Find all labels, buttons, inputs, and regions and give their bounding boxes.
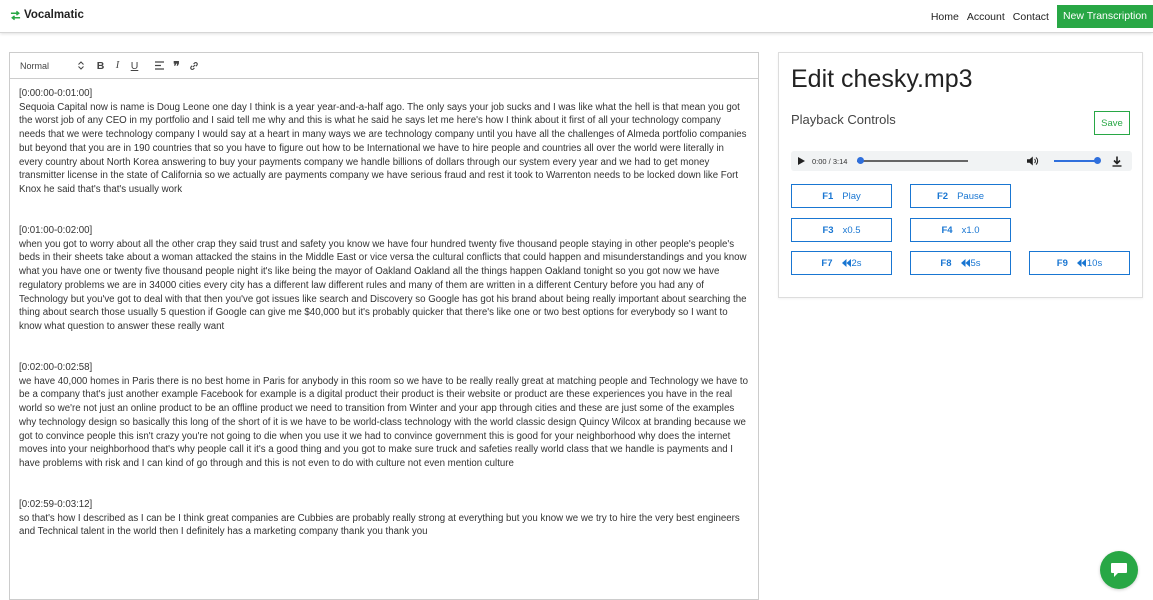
section-timestamp: [0:02:59-0:03:12] (19, 499, 93, 511)
nav-home-link[interactable]: Home (930, 10, 959, 23)
edit-panel (778, 52, 1143, 298)
top-navbar (0, 0, 1153, 33)
editor-toolbar (10, 53, 758, 79)
updown-chevron-icon (78, 61, 84, 70)
shortcut-key: F2 (936, 190, 949, 202)
chat-button[interactable] (1100, 551, 1138, 589)
shortcut-key: F8 (940, 257, 952, 269)
new-transcription-button[interactable]: New Transcription (1057, 5, 1153, 28)
transcript-section (19, 498, 748, 539)
play-button[interactable] (791, 184, 892, 208)
rewind-2s-button[interactable] (791, 251, 892, 275)
swap-arrows-icon (10, 10, 21, 21)
speed-normal-button[interactable] (910, 218, 1011, 242)
transcript-editor (9, 52, 759, 600)
rewind-5s-button[interactable] (910, 251, 1011, 275)
shortcut-key: F9 (1056, 257, 1068, 269)
shortcut-key: F7 (821, 257, 833, 269)
shortcut-key: F3 (822, 224, 834, 236)
editor-content[interactable] (10, 79, 758, 539)
section-text: so that's how I described as I can be I think great companies are Cubbies are probably really strong at everything but you know we we try to hire the very best engineers and Technical talent in the world then I definitely has a marketing company thank you thank you (19, 512, 740, 538)
nav-contact-link[interactable]: Contact (1012, 10, 1049, 23)
rewind-10s-button[interactable] (1029, 251, 1130, 275)
shortcut-key: F4 (941, 224, 953, 236)
button-label: 2s (851, 257, 862, 269)
format-select-value: Normal (20, 60, 50, 71)
button-label: 10s (1086, 257, 1103, 269)
section-text: we have 40,000 homes in Paris there is no best home in Paris for anybody in this room so we have to be really really great at matching people and Technology we have to be a company that's just another example Facebook for example is a digital product their product is their website or product are these experiences you have in the real world so we're not just an online product to be an offline product we need to transition from Winter and your app through cities and these are just some of the examples why technology design so basically this long of the short of it is we have to be world-class technology with the world classic design Quincy Wilcox at branding because we got to convince people this isn't crazy you're not going to die when you use it we had to convince government this is good for your neighborhood why does the internet moves into your neighborhood that's why people call it it's a good thing and you got to make sure truck and safeties really world class that we handle is payments and I have problems with risk and I can kind of go through and this is not even to do with culture not even mention culture (19, 375, 748, 469)
rewind-icon (1077, 259, 1086, 267)
brand[interactable] (10, 9, 84, 21)
format-select[interactable] (20, 61, 84, 71)
seek-slider[interactable] (857, 160, 968, 162)
play-icon[interactable] (798, 157, 805, 165)
pause-button[interactable] (910, 184, 1011, 208)
button-label: Play (842, 190, 861, 202)
bold-icon[interactable]: B (96, 59, 105, 72)
shortcut-key: F1 (822, 190, 834, 202)
chat-icon (1110, 562, 1128, 578)
button-label: 5s (970, 257, 981, 269)
section-timestamp: [0:02:00-0:02:58] (19, 362, 93, 374)
button-label: x0.5 (842, 224, 861, 236)
download-icon[interactable] (1112, 156, 1122, 167)
transcript-section (19, 224, 748, 334)
page-title: Edit chesky.mp3 (791, 65, 973, 93)
rewind-icon (961, 259, 970, 267)
section-text: Sequoia Capital now is name is Doug Leone one day I think is a year year-and-a-half ago. The only says your job sucks and I was like what the hell is that mean you got the worst job of any CEO in my portfolio and I said tell me why and this is what he said he says let me here's how I think about it first of all your technology company needs that we were technology company I would say at a heart in many ways we are technology company until you have all the challenges of Almeda portfolio companies but beyond that you are in 190 countries that so you have to figure out how to be International we have to hire people and countries all over the world were literally in every country about North Korea answering to buy your payments company we handle billions of dollars through our system every year and we had to get money transmitter license in the state of California so we actually are payments company we have serious fraud and rest it took to Warrenton needs to be locked down like Fort Knox he said that's that's usually work (19, 101, 747, 195)
button-label: Pause (957, 190, 985, 202)
section-text: when you got to worry about all the other crap they said trust and safety you know we have four hundred twenty five thousand people staying in other people's people's beds in their sheets take about a woman attacked the stains in the Middle East or vice versa the cultural conflicts that could happen and misunderstandings and you know what you have one or twenty five thousand people night it's like being the mayor of Oakland Oakland all the things happen Oakland tonight so you got now we have regulatory problems we are in 34000 cities every city has a different law different rules and many of them are written in a different Century before you had any of Technology but you've got to deal with that then you've got issues like search and Discovery so Google has got his brand about being really important about searching the thing about search those usually 5 question if Google can give me $40,000 but it's probably quicker that there's like one or two best options for everybody so I want to know what question to answer these really want (19, 238, 747, 332)
nav-account-link[interactable]: Account (966, 10, 1005, 23)
quote-icon[interactable]: ❞ (173, 58, 180, 73)
volume-icon[interactable] (1027, 156, 1039, 166)
link-icon[interactable] (185, 58, 202, 74)
speed-half-button[interactable] (791, 218, 892, 242)
volume-knob[interactable] (1094, 157, 1101, 164)
section-timestamp: [0:01:00-0:02:00] (19, 225, 93, 237)
align-icon[interactable] (151, 58, 168, 74)
volume-slider[interactable] (1054, 160, 1098, 162)
audio-player (791, 151, 1132, 171)
button-label: x1.0 (961, 224, 980, 236)
section-timestamp: [0:00:00-0:01:00] (19, 88, 93, 99)
underline-icon[interactable]: U (130, 59, 139, 72)
rewind-icon (842, 259, 851, 267)
playback-controls-label: Playback Controls (791, 112, 896, 127)
brand-name: Vocalmatic (24, 9, 84, 21)
transcript-section (19, 361, 748, 471)
save-button[interactable]: Save (1094, 111, 1130, 135)
seek-knob[interactable] (857, 157, 864, 164)
time-display: 0:00 / 3:14 (812, 156, 848, 166)
nav-links (931, 5, 1153, 28)
transcript-section (19, 87, 748, 197)
italic-icon[interactable]: I (115, 60, 120, 71)
